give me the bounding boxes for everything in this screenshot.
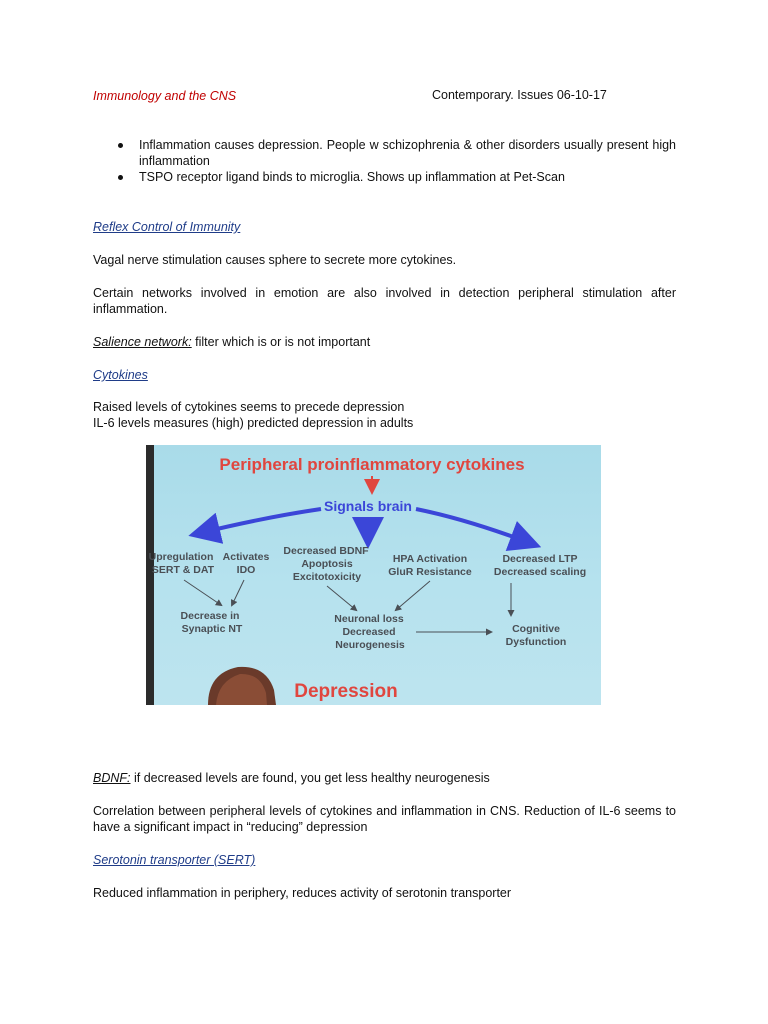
bullet-icon	[118, 143, 123, 148]
arrow-center-left	[200, 509, 321, 533]
paragraph-vagal: Vagal nerve stimulation causes sphere to secrete more cytokines.	[93, 253, 457, 267]
node-decreased-scaling: Decreased scaling	[493, 566, 587, 578]
paragraph-cytokines-2: IL-6 levels measures (high) predicted depression in adults	[93, 416, 414, 430]
node-upregulation: Upregulation	[148, 551, 214, 563]
slide-title: Peripheral proinflammatory cytokines	[219, 455, 525, 474]
heading-reflex-control: Reflex Control of Immunity	[93, 220, 241, 234]
bdnf-text: if decreased levels are found, you get less healthy neurogenesis	[130, 771, 490, 785]
node-decreased: Decreased	[342, 626, 396, 638]
node-glur-resistance: GluR Resistance	[388, 566, 472, 578]
slide-photo	[146, 445, 601, 705]
node-hpa-activation: HPA Activation	[392, 553, 468, 565]
heading-sert: Serotonin transporter (SERT)	[93, 853, 256, 867]
node-synaptic-nt: Synaptic NT	[181, 623, 243, 635]
paragraph-bdnf	[93, 770, 676, 786]
list-item: Inflammation causes depression. People w schizophrenia & other disorders usually present high inflammation	[118, 137, 676, 169]
bullet-icon	[118, 175, 123, 180]
document-title: Immunology and the CNS	[93, 89, 237, 103]
course-date: Contemporary. Issues 06-10-17	[432, 88, 607, 102]
salience-text: filter which is or is not important	[191, 335, 371, 349]
arrow-center-right	[416, 509, 530, 543]
arrow-bdnf-to-neuronal	[327, 586, 356, 610]
node-activates: Activates	[222, 551, 270, 563]
slide-outcome-depression: Depression	[294, 681, 398, 702]
arrow-hpa-to-neuronal	[396, 581, 430, 610]
node-neuronal-loss: Neuronal loss	[334, 613, 404, 625]
paragraph-salience	[93, 334, 676, 350]
node-sert-dat: SERT & DAT	[151, 564, 215, 576]
node-apoptosis: Apoptosis	[301, 558, 353, 570]
node-neurogenesis: Neurogenesis	[335, 639, 405, 651]
bdnf-term: BDNF:	[93, 771, 131, 785]
arrow-ido-to-decrease	[232, 580, 244, 605]
node-ido: IDO	[236, 564, 256, 576]
node-decrease-in: Decrease in	[180, 610, 240, 622]
paragraph-sert: Reduced inflammation in periphery, reduces activity of serotonin transporter	[93, 886, 512, 900]
intro-bullet-list	[118, 137, 676, 185]
list-item: TSPO receptor ligand binds to microglia. Shows up inflammation at Pet-Scan	[118, 169, 676, 185]
paragraph-cytokines-1: Raised levels of cytokines seems to precede depression	[93, 400, 405, 414]
node-cognitive: Cognitive	[512, 623, 560, 635]
salience-term: Salience network:	[93, 335, 192, 349]
arrow-sert-to-decrease	[184, 580, 221, 605]
paragraph-networks: Certain networks involved in emotion are also involved in detection peripheral stimulation after inflammation.	[93, 286, 676, 316]
node-decreased-bdnf: Decreased BDNF	[283, 545, 369, 557]
node-excitotoxicity: Excitotoxicity	[292, 571, 362, 583]
slide-diagram	[146, 445, 601, 705]
node-dysfunction: Dysfunction	[505, 636, 567, 648]
slide-center-node: Signals brain	[324, 498, 412, 514]
paragraph-correlation: Correlation between peripheral levels of cytokines and inflammation in CNS. Reduction of IL-6 seems to have a significant impact in “reducing” depression	[93, 804, 676, 834]
heading-cytokines: Cytokines	[93, 368, 148, 382]
node-decreased-ltp: Decreased LTP	[502, 553, 578, 565]
